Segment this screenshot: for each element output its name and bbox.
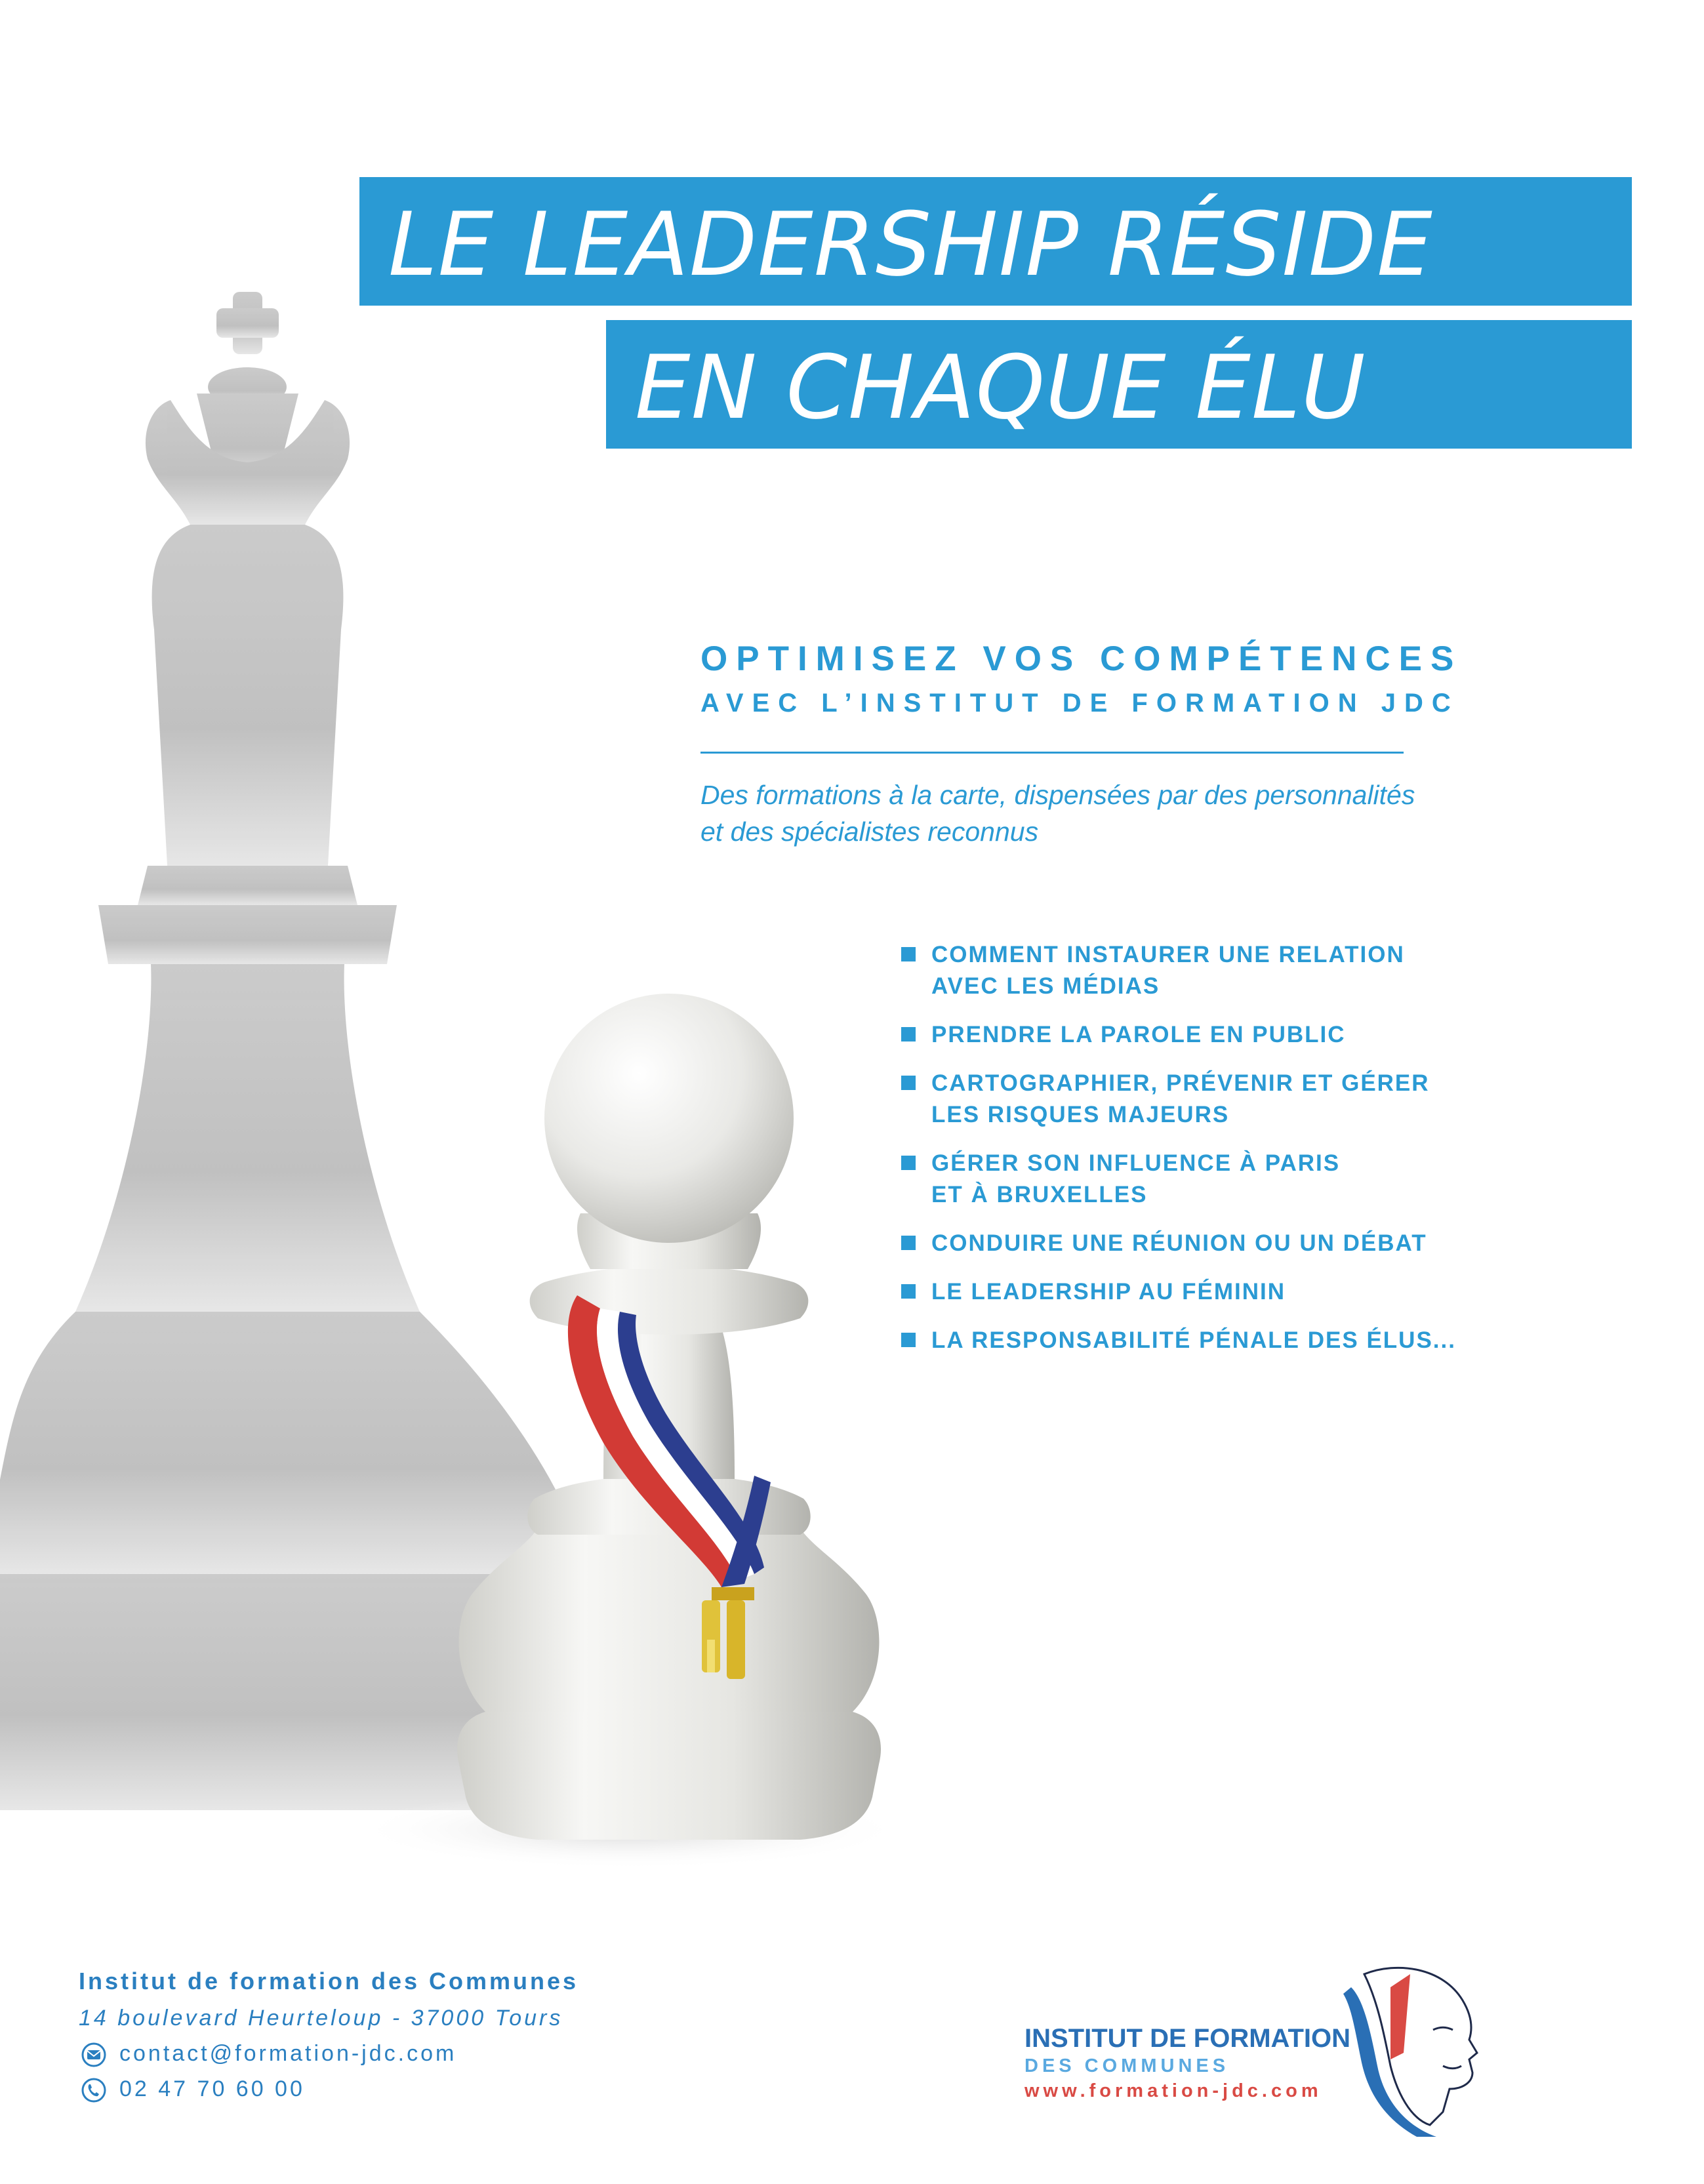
topic-line: CONDUIRE UNE RÉUNION OU UN DÉBAT	[931, 1230, 1427, 1256]
topic-item	[901, 939, 1491, 1002]
topic-list	[901, 939, 1491, 1373]
headline-line-2: EN CHAQUE ÉLU	[635, 336, 1366, 439]
topic-line: LE LEADERSHIP AU FÉMININ	[931, 1279, 1286, 1304]
topic-line: LES RISQUES MAJEURS	[931, 1102, 1230, 1127]
headline-line-1: LE LEADERSHIP RÉSIDE	[388, 193, 1433, 296]
description-line-2: et des spécialistes reconnus	[700, 817, 1039, 847]
pawn-piece	[457, 994, 881, 1840]
bullet-square-icon	[901, 1333, 916, 1347]
address: 14 boulevard Heurteloup - 37000 Tours	[79, 2006, 563, 2031]
phone-icon	[81, 2078, 106, 2103]
topic-item	[901, 1019, 1491, 1051]
bullet-square-icon	[901, 1236, 916, 1250]
bullet-square-icon	[901, 1076, 916, 1090]
headline-band-2	[606, 320, 1632, 449]
topic-line: CARTOGRAPHIER, PRÉVENIR ET GÉRER	[931, 1070, 1430, 1096]
logo-line-2: DES COMMUNES	[1024, 2055, 1230, 2076]
phone-number[interactable]: 02 47 70 60 00	[119, 2076, 305, 2101]
topic-item	[901, 1148, 1491, 1211]
logo-website[interactable]: www.formation-jdc.com	[1024, 2080, 1322, 2101]
logo-line-1: INSTITUT DE FORMATION	[1024, 2024, 1350, 2053]
subtitle-line-1: OPTIMISEZ VOS COMPÉTENCES	[700, 639, 1463, 678]
divider	[700, 752, 1404, 754]
topic-line: GÉRER SON INFLUENCE À PARIS	[931, 1150, 1341, 1176]
description	[700, 777, 1422, 850]
bullet-square-icon	[901, 1284, 916, 1299]
topic-line: COMMENT INSTAURER UNE RELATION	[931, 942, 1405, 967]
marianne-profile-logo-icon	[1338, 1961, 1482, 2138]
topic-line: AVEC LES MÉDIAS	[931, 973, 1160, 999]
topic-item	[901, 1068, 1491, 1131]
phone-row[interactable]	[81, 2076, 305, 2103]
topic-item	[901, 1228, 1491, 1259]
email-link[interactable]: contact@formation-jdc.com	[119, 2041, 457, 2066]
subtitle-line-2: AVEC L’INSTITUT DE FORMATION JDC	[700, 689, 1459, 718]
bullet-square-icon	[901, 1027, 916, 1041]
topic-line: LA RESPONSABILITÉ PÉNALE DES ÉLUS...	[931, 1327, 1456, 1353]
topic-line: ET À BRUXELLES	[931, 1182, 1148, 1207]
topic-item	[901, 1276, 1491, 1308]
description-line-1: Des formations à la carte, dispensées par des personnalités	[700, 780, 1415, 810]
envelope-icon	[81, 2042, 106, 2067]
headline-band-1	[359, 177, 1632, 306]
email-row[interactable]	[81, 2041, 456, 2067]
bullet-square-icon	[901, 947, 916, 961]
bullet-square-icon	[901, 1156, 916, 1170]
topic-line: PRENDRE LA PAROLE EN PUBLIC	[931, 1022, 1346, 1047]
topic-item	[901, 1325, 1491, 1356]
organization-name: Institut de formation des Communes	[79, 1968, 579, 1994]
